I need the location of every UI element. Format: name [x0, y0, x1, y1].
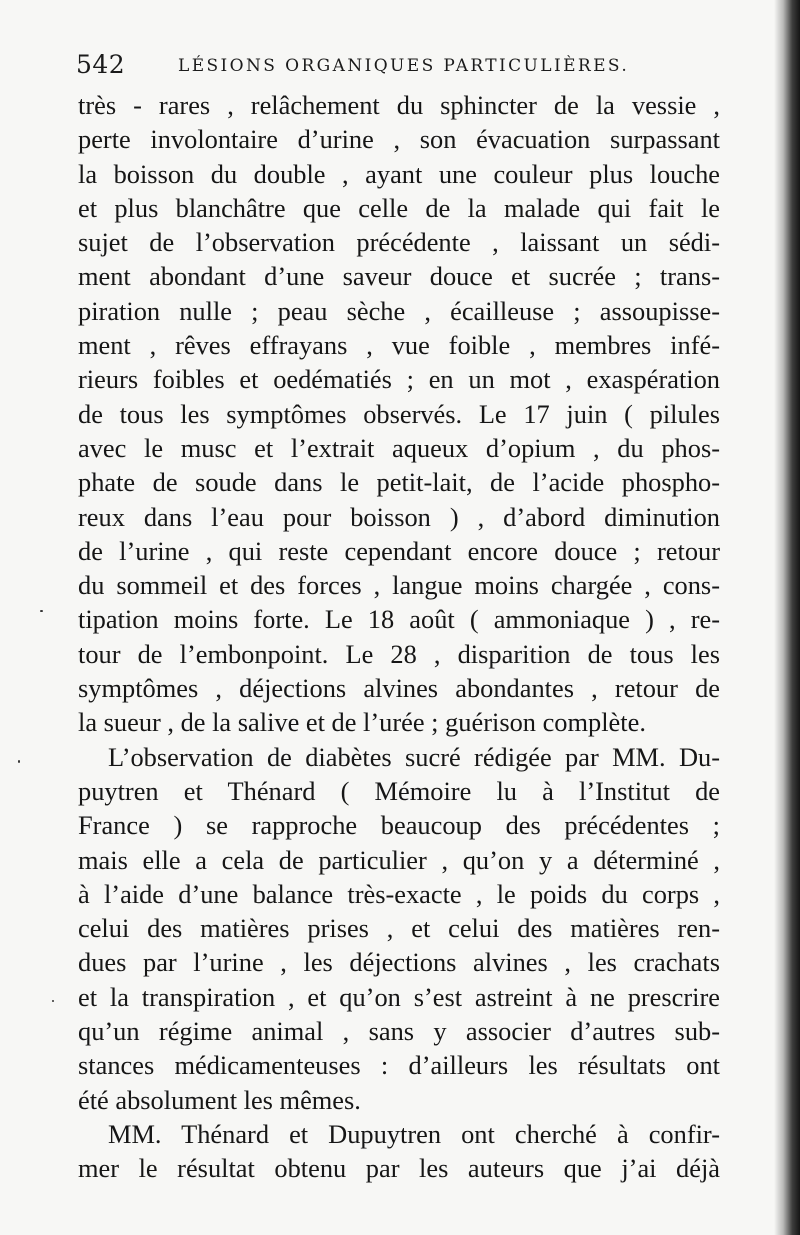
text-line: de tous les symptômes observés. Le 17 juin ( pilules: [78, 398, 720, 429]
text-line: à l’aide d’une balance très-exacte , le poids du corps ,: [78, 878, 720, 909]
running-title: LÉSIONS ORGANIQUES PARTICULIÈRES.: [178, 56, 630, 76]
scan-speck: [18, 760, 20, 763]
text-line: reux dans l’eau pour boisson ) , d’abord diminution: [78, 501, 720, 532]
text-line: mais elle a cela de particulier , qu’on y a déterminé ,: [78, 844, 720, 875]
text-line: du sommeil et des forces , langue moins chargée , cons-: [78, 570, 720, 601]
text-line: dues par l’urine , les déjections alvines , les crachats: [78, 947, 720, 978]
text-line: tour de l’embonpoint. Le 28 , disparition de tous les: [78, 638, 720, 669]
text-line: piration nulle ; peau sèche , écailleuse ; assoupisse-: [78, 295, 720, 326]
binding-edge: [774, 0, 800, 1235]
text-line: mer le résultat obtenu par les auteurs que j’ai déjà: [78, 1153, 720, 1184]
text-line: celui des matières prises , et celui des matières ren-: [78, 913, 720, 944]
page-number: 542: [76, 50, 126, 79]
text-line: perte involontaire d’urine , son évacuation surpassant: [78, 124, 720, 155]
text-line: la sueur , de la salive et de l’urée ; guérison complète.: [78, 707, 646, 738]
text-line: avec le musc et l’extrait aqueux d’opium , du phos-: [78, 432, 720, 463]
text-line: et la transpiration , et qu’on s’est astreint à ne prescrire: [78, 981, 720, 1012]
text-line: qu’un régime animal , sans y associer d’autres sub-: [78, 1016, 720, 1047]
body-text: [78, 88, 720, 1186]
text-line: la boisson du double , ayant une couleur plus louche: [78, 158, 720, 189]
text-line: été absolument les mêmes.: [78, 1084, 361, 1115]
text-line: de l’urine , qui reste cependant encore douce ; retour: [78, 535, 720, 566]
text-line: et plus blanchâtre que celle de la malade qui fait le: [78, 192, 720, 223]
text-line: tipation moins forte. Le 18 août ( ammoniaque ) , re-: [78, 604, 720, 635]
text-line: rieurs foibles et oedématiés ; en un mot , exaspération: [78, 364, 720, 395]
text-line: L’observation de diabètes sucré rédigée par MM. Du-: [108, 741, 720, 772]
text-line: phate de soude dans le petit-lait, de l’acide phospho-: [78, 467, 720, 498]
text-line: ment abondant d’une saveur douce et sucrée ; trans-: [78, 261, 720, 292]
scan-speck: [40, 610, 43, 612]
text-line: stances médicamenteuses : d’ailleurs les résultats ont: [78, 1050, 720, 1081]
scan-speck: [52, 1000, 54, 1002]
text-line: France ) se rapproche beaucoup des précédentes ;: [78, 810, 720, 841]
text-line: ment , rêves effrayans , vue foible , membres infé-: [78, 330, 720, 361]
text-line: très - rares , relâchement du sphincter de la vessie ,: [78, 90, 720, 120]
text-line: puytren et Thénard ( Mémoire lu à l’Institut de: [78, 775, 720, 806]
text-line: MM. Thénard et Dupuytren ont cherché à confir-: [108, 1118, 720, 1149]
text-line: sujet de l’observation précédente , laissant un sédi-: [78, 227, 720, 258]
text-line: symptômes , déjections alvines abondantes , retour de: [78, 673, 720, 704]
page-header: [76, 50, 736, 86]
